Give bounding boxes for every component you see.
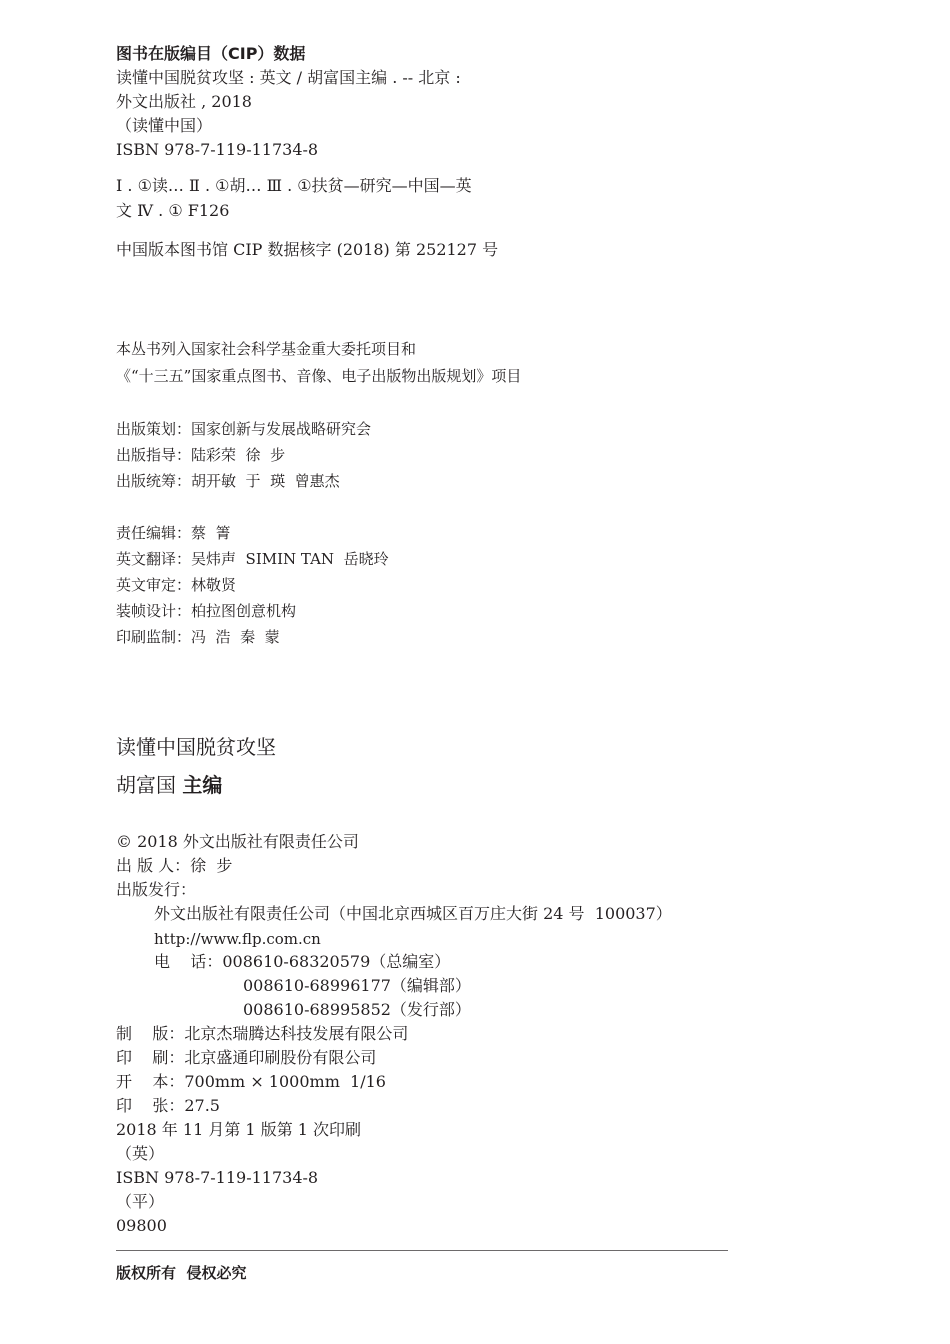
- phone-distribution-dept: 008610-68995852（发行部）: [243, 1000, 471, 1019]
- edition-line: 2018 年 11 月第 1 版第 1 次印刷: [116, 1120, 362, 1139]
- book-author-role: 主编: [182, 773, 223, 797]
- plate-maker: 制 版：北京杰瑞腾达科技发展有限公司: [116, 1024, 409, 1043]
- project-note-line-2: 《“十三五”国家重点图书、音像、电子出版物出版规划》项目: [116, 367, 522, 385]
- cip-series: （读懂中国）: [116, 116, 213, 135]
- publisher-person: 出 版 人：徐 步: [116, 856, 233, 875]
- cip-check-number: 中国版本图书馆 CIP 数据核字 (2018) 第 252127 号: [116, 240, 499, 259]
- issuer-address: 外文出版社有限责任公司（中国北京西城区百万庄大街 24 号 100037）: [154, 904, 672, 923]
- book-author: 胡富国: [116, 773, 176, 797]
- language-code: （英）: [116, 1144, 165, 1163]
- printer: 印 刷：北京盛通印刷股份有限公司: [116, 1048, 377, 1067]
- credit-translator: 英文翻译：吴炜声 SIMIN TAN 岳晓玲: [116, 550, 389, 568]
- print-sheets: 印 张：27.5: [116, 1096, 220, 1115]
- phone-editorial-office: 电 话：008610-68320579（总编室）: [154, 952, 451, 971]
- credit-coordination: 出版统筹：胡开敏 于 瑛 曾惠杰: [116, 472, 340, 490]
- book-title: 读懂中国脱贫攻坚: [116, 735, 276, 759]
- price-code: 09800: [116, 1216, 167, 1235]
- publisher-url: http://www.flp.com.cn: [154, 930, 321, 948]
- project-note-line-1: 本丛书列入国家社会科学基金重大委托项目和: [116, 340, 417, 358]
- issue-label: 出版发行：: [116, 880, 197, 899]
- cip-isbn: ISBN 978-7-119-11734-8: [116, 140, 319, 159]
- credit-planning: 出版策划：国家创新与发展战略研究会: [116, 420, 372, 438]
- cip-heading: 图书在版编目（CIP）数据: [116, 44, 306, 63]
- rights-notice: 版权所有 侵权必究: [116, 1264, 247, 1282]
- cip-publisher-line: 外文出版社 , 2018: [116, 92, 252, 111]
- credit-designer: 装帧设计：柏拉图创意机构: [116, 602, 297, 620]
- cip-subject-line-2: 文 Ⅳ . ① F126: [116, 201, 230, 220]
- copyright-line: © 2018 外文出版社有限责任公司: [116, 832, 359, 851]
- book-format: 开 本：700mm × 1000mm 1/16: [116, 1072, 386, 1091]
- colophon-isbn: ISBN 978-7-119-11734-8: [116, 1168, 319, 1187]
- book-author-line: [116, 775, 222, 795]
- phone-editing-dept: 008610-68996177（编辑部）: [243, 976, 471, 995]
- credit-guidance: 出版指导：陆彩荣 徐 步: [116, 446, 286, 464]
- cip-subject-line-1: Ⅰ . ①读… Ⅱ . ①胡… Ⅲ . ①扶贫—研究—中国—英: [116, 176, 472, 195]
- cip-title-line: 读懂中国脱贫攻坚 : 英文 / 胡富国主编 . -- 北京 :: [116, 68, 461, 87]
- credit-editor: 责任编辑：蔡 箐: [116, 524, 231, 542]
- credit-reviewer: 英文审定：林敬贤: [116, 576, 237, 594]
- credit-print-supervisor: 印刷监制：冯 浩 秦 蒙: [116, 628, 280, 646]
- binding-code: （平）: [116, 1192, 165, 1211]
- footer-divider: [116, 1250, 728, 1251]
